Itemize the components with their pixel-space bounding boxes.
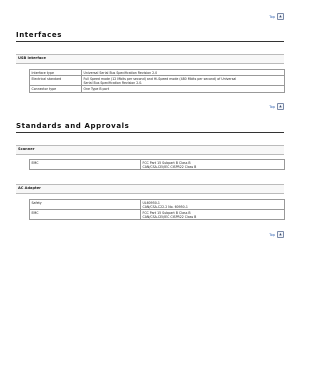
row-value-line: CAN/CSA-C22.2 No. 60950-1 xyxy=(142,204,188,209)
arrow-up-icon[interactable]: ▲ xyxy=(277,103,284,110)
row-label: Connector type xyxy=(30,86,82,92)
row-value xyxy=(82,76,285,86)
row-label: EMC xyxy=(30,160,141,170)
row-label: Electrical standard xyxy=(30,76,82,86)
row-value-line: FCC Part 15 Subpart B Class B xyxy=(142,160,191,165)
row-value-line: CAN/CSA-CEI/IEC CISPR22 Class B xyxy=(142,214,197,219)
table-row xyxy=(30,76,285,86)
table-row xyxy=(30,200,285,210)
top-link-label[interactable]: Top xyxy=(269,232,275,237)
row-value xyxy=(141,200,285,210)
usb-interface-table xyxy=(29,69,285,93)
section-title-standards: Standards and Approvals xyxy=(16,122,284,133)
section-title-interfaces: Interfaces xyxy=(16,31,284,42)
row-value xyxy=(141,160,285,170)
row-value-line: Full Speed mode (12 Mbits per second) and Hi-Speed mode (480 Mbits per second) of Universal xyxy=(83,76,237,81)
scanner-table xyxy=(29,159,285,170)
ac-adapter-table xyxy=(29,199,285,220)
row-label: Interface type xyxy=(30,70,82,76)
row-value-line: FCC Part 15 Subpart B Class B xyxy=(142,210,191,215)
table-row xyxy=(30,160,285,170)
top-link[interactable] xyxy=(269,231,284,238)
row-value-line: CAN/CSA-CEI/IEC CISPR22 Class B xyxy=(142,164,197,169)
top-link[interactable] xyxy=(269,13,284,20)
row-value: Universal Serial Bus Specification Revision 2.0 xyxy=(82,70,285,76)
top-link-label[interactable]: Top xyxy=(269,14,275,19)
table-row xyxy=(30,86,285,92)
row-value xyxy=(141,210,285,220)
subsection-heading-usb: USB Interface xyxy=(16,54,284,64)
subsection-heading-ac-adapter: AC Adapter xyxy=(16,184,284,194)
row-value-line: Serial Bus Specification Revision 2.0. xyxy=(83,80,143,85)
row-label: Safety xyxy=(30,200,141,210)
arrow-up-icon[interactable]: ▲ xyxy=(277,231,284,238)
arrow-up-icon[interactable]: ▲ xyxy=(277,13,284,20)
top-link[interactable] xyxy=(269,103,284,110)
row-value: One Type B port xyxy=(82,86,285,92)
subsection-heading-scanner: Scanner xyxy=(16,145,284,155)
table-row xyxy=(30,210,285,220)
row-label: EMC xyxy=(30,210,141,220)
row-value-line: UL60950-1 xyxy=(142,200,160,205)
top-link-label[interactable]: Top xyxy=(269,104,275,109)
